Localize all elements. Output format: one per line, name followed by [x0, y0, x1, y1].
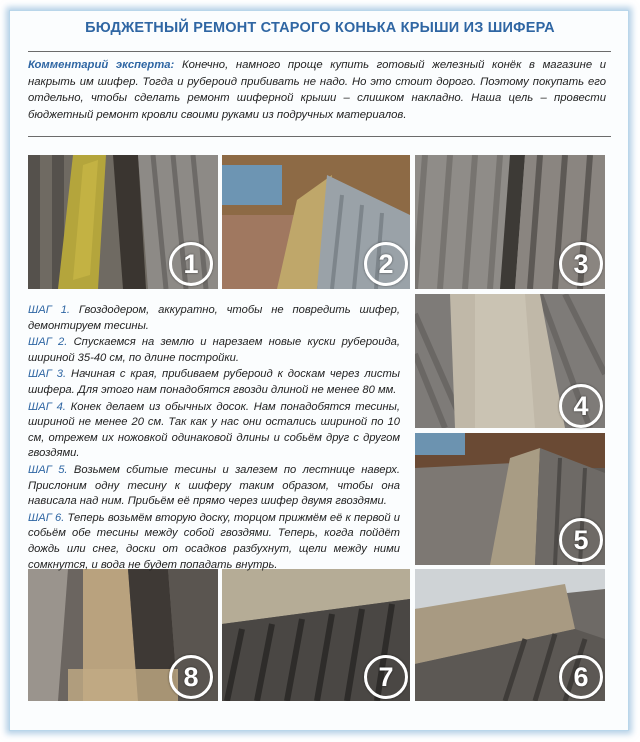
- step-text: Теперь возьмём вторую доску, торцом прижмём её к первой и собьём обе тесины между собой гвоздями. Теперь, когда пойдёт дождь или снег, доски от осадков разбухнут, щели между ними сомкнутся, и вода не будет попадать внутрь.: [28, 511, 400, 571]
- step-label: ШАГ 1.: [28, 304, 71, 316]
- photo-number-6: 6: [559, 655, 603, 699]
- expert-comment: [28, 57, 606, 123]
- photo-number-8: 8: [169, 655, 213, 699]
- step-text: Возьмем сбитые тесины и залезем по лестнице наверх. Прислоним одну тесину к шиферу таким образом, чтобы она нависала над ним. Прибьём её прямо через шифер двумя гвоздями.: [28, 463, 400, 508]
- steps-list: [28, 303, 400, 574]
- step-label: ШАГ 2.: [28, 336, 68, 349]
- photo-number-2: 2: [364, 242, 408, 286]
- title-divider: [28, 51, 611, 52]
- photo-number-4: 4: [559, 384, 603, 428]
- step-label: ШАГ 4.: [28, 400, 66, 413]
- photo-number-7: 7: [364, 655, 408, 699]
- photo-number-1: 1: [169, 242, 213, 286]
- expert-comment-label: Комментарий эксперта:: [28, 59, 175, 71]
- step-text: Начиная с края, прибиваем рубероид к доскам через листы шифера. Для этого нам понадобятся гвозди длиной не менее 80 мм.: [28, 368, 401, 396]
- step-label: ШАГ 3.: [28, 368, 67, 381]
- step-label: ШАГ 6.: [28, 511, 65, 524]
- step-4: [28, 400, 400, 462]
- photo-number-5: 5: [559, 518, 603, 562]
- photo-number-3: 3: [559, 242, 603, 286]
- step-text: Спускаемся на землю и нарезаем новые куски рубероида, шириной 35-40 см, по длине постройки.: [28, 336, 400, 364]
- expert-comment-text: Конечно, намного проще купить готовый железный конёк в магазине и накрыть им шифер. Тогда и рубероид прибивать не надо. Но это стоит дорого. Поэтому покупать его отдельно, чтобы сделать ремонт шиферной крыши – слишком накладно. Наша цель – провести бюджетный ремонт кровли своими руками из подручных материалов.: [28, 59, 607, 121]
- step-1: [28, 303, 400, 334]
- comment-divider: [28, 136, 611, 137]
- step-2: [28, 335, 400, 366]
- step-5: [28, 463, 400, 510]
- step-label: ШАГ 5.: [28, 463, 68, 476]
- step-text: Гвоздодером, аккуратно, чтобы не повредить шифер, демонтируем тесины.: [28, 304, 400, 332]
- step-6: [28, 511, 400, 573]
- page-title: БЮДЖЕТНЫЙ РЕМОНТ СТАРОГО КОНЬКА КРЫШИ ИЗ ШИФЕРА: [85, 20, 555, 36]
- step-text: Конек делаем из обычных досок. Нам понадобятся тесины, шириной не менее 20 см. Так как у нас они остались шириной по 10 см, отрежем их ножовкой одинаковой длины и собьём друг с другом гвоздями.: [28, 400, 400, 460]
- step-3: [28, 367, 400, 398]
